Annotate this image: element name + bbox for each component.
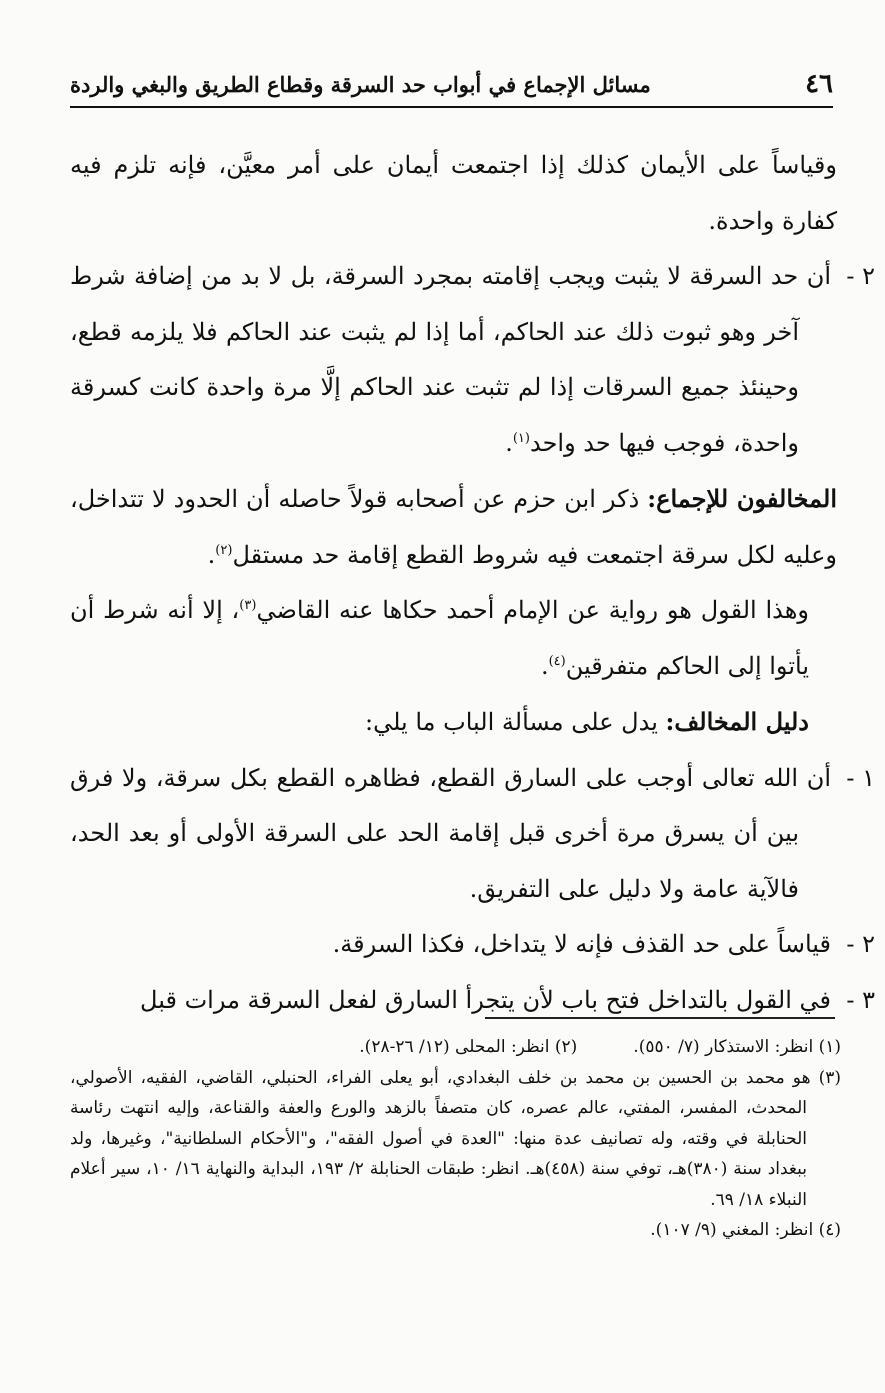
footnote-2: (٢) انظر: المحلى (١٢/ ٢٦-٢٨). [359, 1037, 578, 1057]
section-label: دليل المخالف: [665, 707, 809, 736]
item-text: في القول بالتداخل فتح باب لأن يتجرأ السارق لفعل السرقة مرات قبل [140, 985, 831, 1014]
page-number: ٤٦ [805, 69, 833, 99]
paragraph-view: وهذا القول هو رواية عن الإمام أحمد حكاها عنه القاضي$^{(٣)}$، إلا أنه شرط أن يأتوا إلى الحاكم متفرقين$^{(٤)}$. [70, 596, 809, 680]
list-item-e1: ١ -أن الله تعالى أوجب على السارق القطع، فظاهره القطع بكل سرقة، ولا فرق بين أن يسرق مرة أخرى قبل إقامة الحد على السرقة الأولى أو بعد الحد، فالآية عامة ولا دليل على التفريق. [70, 763, 875, 903]
footnote-divider [485, 1017, 835, 1019]
paragraph-text: ذكر ابن حزم عن أصحابه قولاً حاصله أن الحدود لا تتداخل، وعليه لكل سرقة اجتمعت فيه شروط القطع إقامة حد مستقل [70, 485, 837, 569]
footnote-4: (٤) انظر: المغني (٩/ ١٠٧). [650, 1220, 841, 1240]
paragraph-text: ، إلا أنه شرط أن يأتوا إلى الحاكم متفرقين [70, 596, 809, 680]
paragraph-text: يدل على مسألة الباب ما يلي: [365, 708, 658, 736]
section-label: المخالفون للإجماع: [647, 484, 838, 513]
footnote-row [70, 1032, 841, 1063]
paragraph-text: وهذا القول هو رواية عن الإمام أحمد حكاها عنه القاضي [256, 596, 809, 624]
footnote-ref: (١) [512, 430, 530, 446]
footnotes [70, 1032, 841, 1246]
paragraph-opponents: المخالفون للإجماع: ذكر ابن حزم عن أصحابه قولاً حاصله أن الحدود لا تتداخل، وعليه لكل سرقة اجتمعت فيه شروط القطع إقامة حد مستقل$^{(٢)}$. [70, 484, 838, 569]
main-text [70, 138, 875, 1028]
item-text: أن حد السرقة لا يثبت ويجب إقامته بمجرد السرقة، بل لا بد من إضافة شرط آخر وهو ثبوت ذلك عند الحاكم، أما إذا لم يثبت عند الحاكم فلا يلزمه قطع، وحينئذ جميع السرقات إذا لم تثبت عند الحاكم إلَّا مرة واحدة كانت كسرقة واحدة، فوجب فيها حد واحد [70, 262, 831, 457]
list-item-2: ٢ -أن حد السرقة لا يثبت ويجب إقامته بمجرد السرقة، بل لا بد من إضافة شرط آخر وهو ثبوت ذلك عند الحاكم، أما إذا لم يثبت عند الحاكم فلا يلزمه قطع، وحينئذ جميع السرقات إذا لم تثبت عند الحاكم إلَّا مرة واحدة كانت كسرقة واحدة، فوجب فيها حد واحد$^{(١)}$. [70, 262, 875, 457]
running-title: مسائل الإجماع في أبواب حد السرقة وقطاع الطريق والبغي والردة [70, 71, 651, 97]
paragraph-analogy: وقياساً على الأيمان كذلك إذا اجتمعت أيمان على أمر معيَّن، فإنه تلزم فيه كفارة واحدة. [70, 151, 837, 235]
footnote-ref: (٤) [548, 653, 566, 669]
footnote-ref: (٣) [239, 598, 257, 613]
page-header [70, 62, 833, 108]
item-text: قياساً على حد القذف فإنه لا يتداخل، فكذا السرقة. [332, 930, 831, 958]
list-item-e2: ٢ -قياساً على حد القذف فإنه لا يتداخل، فكذا السرقة. [332, 930, 875, 958]
footnote-1: (١) انظر: الاستذكار (٧/ ٥٥٠). [633, 1037, 841, 1057]
footnote-ref: (٢) [215, 542, 233, 558]
paragraph-evidence [70, 694, 837, 751]
list-item-e3: ٣ -في القول بالتداخل فتح باب لأن يتجرأ السارق لفعل السرقة مرات قبل [140, 985, 875, 1014]
item-text: أن الله تعالى أوجب على السارق القطع، فظاهره القطع بكل سرقة، ولا فرق بين أن يسرق مرة أخرى قبل إقامة الحد على السرقة الأولى أو بعد الحد، فالآية عامة ولا دليل على التفريق. [70, 763, 831, 903]
footnote-3: (٣) هو محمد بن الحسين بن محمد بن خلف البغدادي، أبو يعلى الفراء، الحنبلي، القاضي، الفقيه، الأصولي، المحدث، المفسر، المفتي، عالم عصره، كان متصفاً بالزهد والورع والعفة والقناعة، وإليه انتهت رئاسة الحنابلة في وقته، وله تصانيف عدة منها: "العدة في أصول الفقه"، و"الأحكام السلطانية"، وغيرها، ولد ببغداد سنة (٣٨٠)هـ، توفي سنة (٤٥٨)هـ. انظر: طبقات الحنابلة ٢/ ١٩٣، البداية والنهاية ١٦/ ١٠، سير أعلام النبلاء ١٨/ ٦٩. [70, 1067, 841, 1210]
